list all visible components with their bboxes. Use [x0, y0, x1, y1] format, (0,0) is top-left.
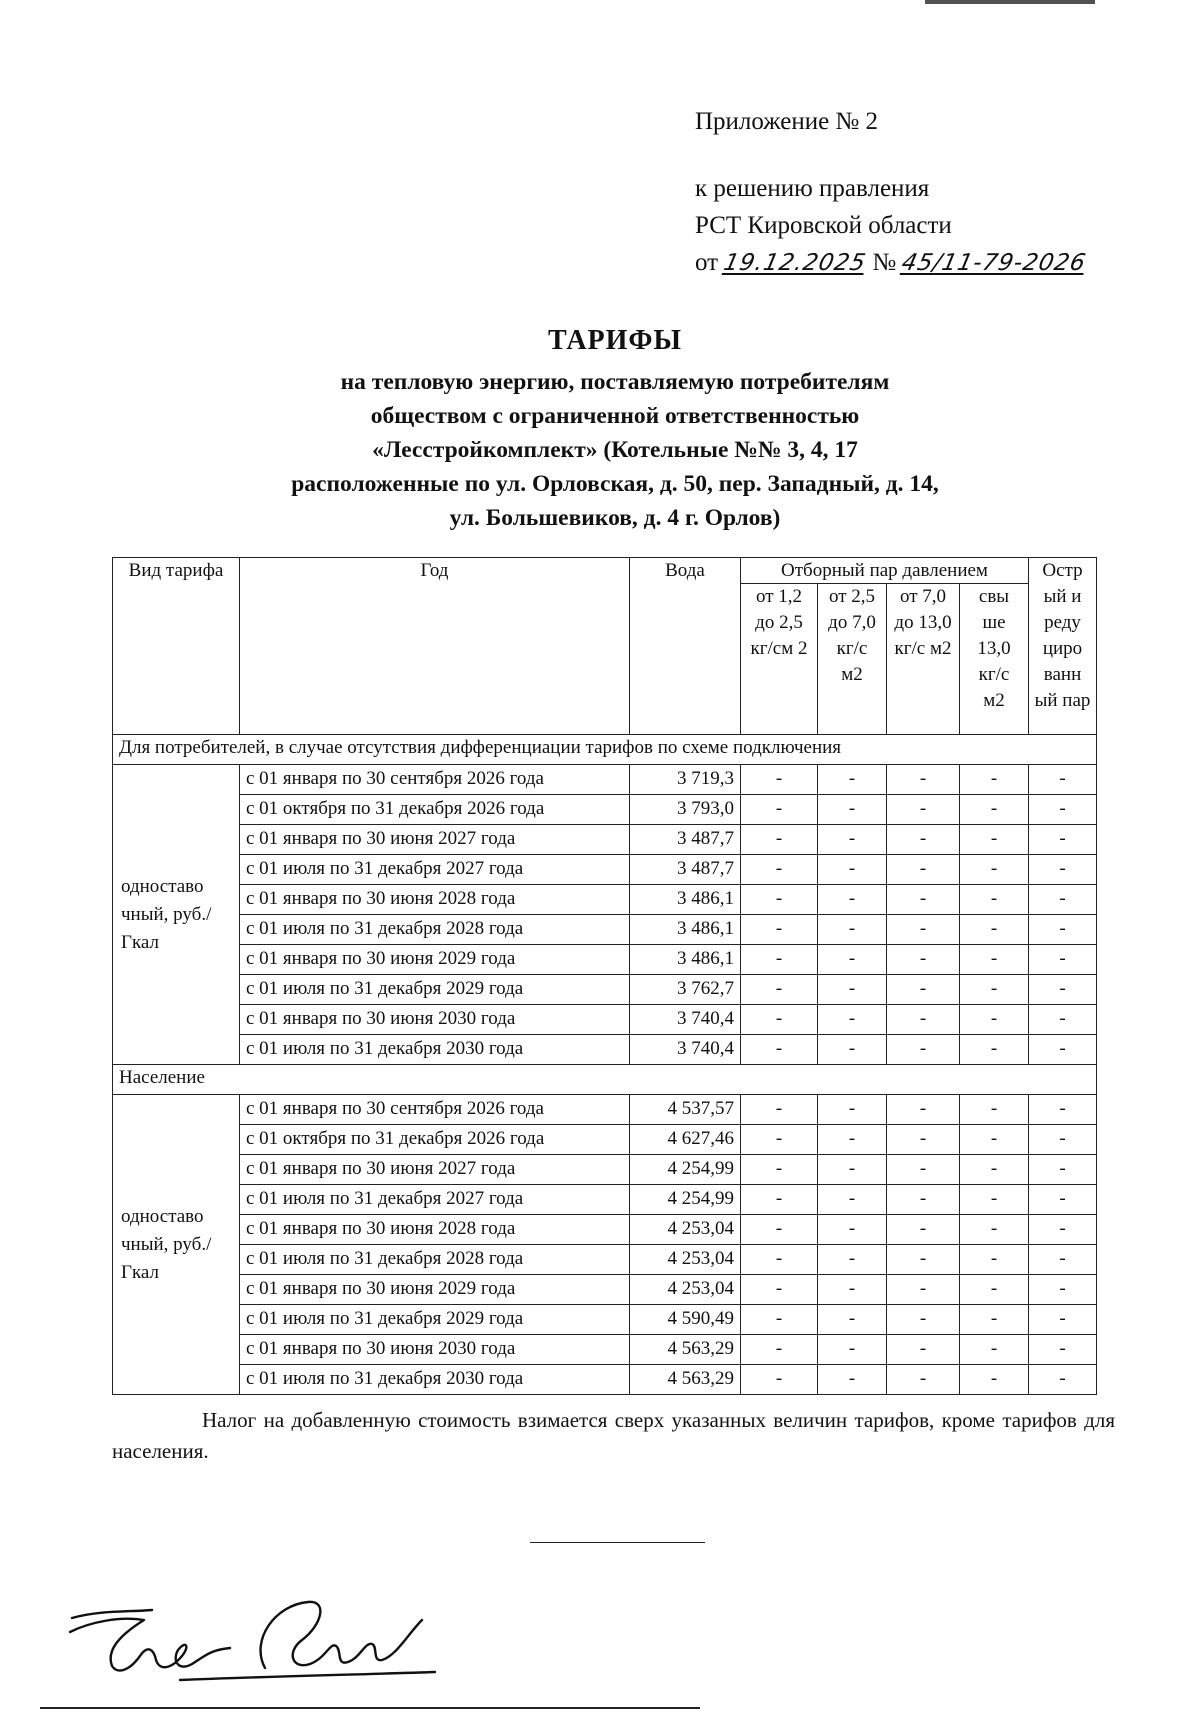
empty-value-cell: -	[960, 1005, 1029, 1035]
document-title: ТАРИФЫ	[548, 325, 682, 356]
section-label: Население	[113, 1065, 1097, 1095]
empty-value-cell: -	[741, 1035, 818, 1065]
empty-value-cell: -	[818, 1155, 887, 1185]
table-row	[113, 1005, 1097, 1035]
empty-value-cell: -	[1029, 1275, 1097, 1305]
empty-value-cell: -	[818, 885, 887, 915]
empty-value-cell: -	[1029, 1215, 1097, 1245]
table-row	[113, 1365, 1097, 1395]
empty-value-cell: -	[818, 1035, 887, 1065]
table-row	[113, 1125, 1097, 1155]
empty-value-cell: -	[1029, 945, 1097, 975]
header-kind: Вид тарифа	[113, 558, 240, 735]
empty-value-cell: -	[887, 1185, 960, 1215]
empty-value-cell: -	[818, 1305, 887, 1335]
water-tariff-cell: 3 762,7	[630, 975, 741, 1005]
period-cell: с 01 июля по 31 декабря 2028 года	[240, 1245, 630, 1275]
empty-value-cell: -	[1029, 1125, 1097, 1155]
table-row	[113, 795, 1097, 825]
empty-value-cell: -	[960, 1305, 1029, 1335]
water-tariff-cell: 3 719,3	[630, 765, 741, 795]
table-row	[113, 885, 1097, 915]
empty-value-cell: -	[960, 1035, 1029, 1065]
section-row	[113, 735, 1097, 765]
table-row	[113, 975, 1097, 1005]
empty-value-cell: -	[887, 855, 960, 885]
water-tariff-cell: 3 487,7	[630, 855, 741, 885]
heading-line: расположенные по ул. Орловская, д. 50, пер. Западный, д. 14,	[291, 471, 939, 497]
empty-value-cell: -	[887, 1305, 960, 1335]
period-cell: с 01 января по 30 июня 2030 года	[240, 1005, 630, 1035]
empty-value-cell: -	[1029, 1245, 1097, 1275]
empty-value-cell: -	[818, 1335, 887, 1365]
water-tariff-cell: 4 254,99	[630, 1185, 741, 1215]
empty-value-cell: -	[887, 765, 960, 795]
annex-date-number-line	[695, 244, 1089, 282]
heading-line: «Лесстройкомплект» (Котельные №№ 3, 4, 17	[372, 437, 858, 463]
water-tariff-cell: 3 740,4	[630, 1005, 741, 1035]
table-row	[113, 1095, 1097, 1125]
empty-value-cell: -	[960, 975, 1029, 1005]
table-header-row	[113, 558, 1097, 584]
water-tariff-cell: 3 487,7	[630, 825, 741, 855]
empty-value-cell: -	[1029, 765, 1097, 795]
water-tariff-cell: 4 253,04	[630, 1215, 741, 1245]
empty-value-cell: -	[1029, 1155, 1097, 1185]
heading-line: на тепловую энергию, поставляемую потребителям	[340, 369, 890, 395]
period-cell: с 01 января по 30 июня 2028 года	[240, 885, 630, 915]
table-row	[113, 855, 1097, 885]
header-year: Год	[240, 558, 630, 735]
water-tariff-cell: 4 563,29	[630, 1365, 741, 1395]
empty-value-cell: -	[818, 825, 887, 855]
empty-value-cell: -	[960, 1185, 1029, 1215]
table-row	[113, 1035, 1097, 1065]
period-cell: с 01 января по 30 сентября 2026 года	[240, 765, 630, 795]
water-tariff-cell: 4 253,04	[630, 1245, 741, 1275]
empty-value-cell: -	[960, 765, 1029, 795]
empty-value-cell: -	[741, 1365, 818, 1395]
empty-value-cell: -	[1029, 975, 1097, 1005]
period-cell: с 01 июля по 31 декабря 2030 года	[240, 1365, 630, 1395]
empty-value-cell: -	[741, 885, 818, 915]
empty-value-cell: -	[741, 975, 818, 1005]
table-row	[113, 1245, 1097, 1275]
annex-block	[695, 103, 1089, 282]
empty-value-cell: -	[1029, 1005, 1097, 1035]
empty-value-cell: -	[818, 1365, 887, 1395]
heading-line: обществом с ограниченной ответственностью	[370, 403, 860, 429]
empty-value-cell: -	[960, 825, 1029, 855]
table-row	[113, 945, 1097, 975]
empty-value-cell: -	[1029, 1305, 1097, 1335]
empty-value-cell: -	[887, 1125, 960, 1155]
table-row	[113, 1185, 1097, 1215]
table-row	[113, 1335, 1097, 1365]
period-cell: с 01 января по 30 июня 2029 года	[240, 945, 630, 975]
empty-value-cell: -	[741, 1095, 818, 1125]
empty-value-cell: -	[741, 795, 818, 825]
water-tariff-cell: 3 486,1	[630, 945, 741, 975]
header-steam: Отборный пар давлением	[741, 558, 1029, 584]
water-tariff-cell: 4 253,04	[630, 1275, 741, 1305]
empty-value-cell: -	[741, 825, 818, 855]
empty-value-cell: -	[741, 1005, 818, 1035]
empty-value-cell: -	[1029, 825, 1097, 855]
empty-value-cell: -	[818, 1245, 887, 1275]
tariff-kind-cell: одноставо чный, руб./Гкал	[113, 765, 240, 1065]
vat-footnote: Налог на добавленную стоимость взимается сверх указанных величин тарифов, кроме тарифов для населения.	[112, 1408, 1115, 1463]
empty-value-cell: -	[960, 945, 1029, 975]
empty-value-cell: -	[960, 1125, 1029, 1155]
annex-number-label: №	[872, 249, 897, 276]
table-row	[113, 825, 1097, 855]
empty-value-cell: -	[741, 945, 818, 975]
empty-value-cell: -	[887, 1095, 960, 1125]
header-water: Вода	[630, 558, 741, 735]
empty-value-cell: -	[741, 1185, 818, 1215]
period-cell: с 01 января по 30 июня 2029 года	[240, 1275, 630, 1305]
empty-value-cell: -	[818, 945, 887, 975]
empty-value-cell: -	[741, 1335, 818, 1365]
period-cell: с 01 октября по 31 декабря 2026 года	[240, 1125, 630, 1155]
water-tariff-cell: 3 740,4	[630, 1035, 741, 1065]
empty-value-cell: -	[887, 795, 960, 825]
tariffs-body	[113, 735, 1097, 1395]
empty-value-cell: -	[741, 765, 818, 795]
empty-value-cell: -	[887, 975, 960, 1005]
empty-value-cell: -	[960, 885, 1029, 915]
water-tariff-cell: 3 486,1	[630, 885, 741, 915]
header-steam-7-0-13-0: от 7,0 до 13,0 кг/с м2	[887, 584, 960, 735]
header-steam-over-13-0: свы ше 13,0 кг/с м2	[960, 584, 1029, 735]
empty-value-cell: -	[818, 1095, 887, 1125]
empty-value-cell: -	[887, 1275, 960, 1305]
empty-value-cell: -	[1029, 915, 1097, 945]
period-cell: с 01 июля по 31 декабря 2029 года	[240, 975, 630, 1005]
water-tariff-cell: 4 590,49	[630, 1305, 741, 1335]
period-cell: с 01 октября по 31 декабря 2026 года	[240, 795, 630, 825]
empty-value-cell: -	[1029, 1335, 1097, 1365]
scan-artifact	[925, 0, 1095, 4]
empty-value-cell: -	[887, 1365, 960, 1395]
empty-value-cell: -	[1029, 795, 1097, 825]
empty-value-cell: -	[960, 1275, 1029, 1305]
period-cell: с 01 января по 30 июня 2028 года	[240, 1215, 630, 1245]
empty-value-cell: -	[741, 1155, 818, 1185]
empty-value-cell: -	[741, 1215, 818, 1245]
table-row	[113, 1215, 1097, 1245]
tariffs-table	[112, 557, 1097, 1395]
empty-value-cell: -	[818, 1185, 887, 1215]
empty-value-cell: -	[818, 1005, 887, 1035]
empty-value-cell: -	[887, 1155, 960, 1185]
annex-title: Приложение № 2	[695, 108, 879, 135]
period-cell: с 01 января по 30 июня 2027 года	[240, 1155, 630, 1185]
empty-value-cell: -	[1029, 885, 1097, 915]
empty-value-cell: -	[741, 915, 818, 945]
water-tariff-cell: 4 627,46	[630, 1125, 741, 1155]
empty-value-cell: -	[887, 885, 960, 915]
empty-value-cell: -	[741, 855, 818, 885]
empty-value-cell: -	[887, 1035, 960, 1065]
empty-value-cell: -	[887, 915, 960, 945]
empty-value-cell: -	[818, 855, 887, 885]
empty-value-cell: -	[1029, 1095, 1097, 1125]
empty-value-cell: -	[818, 915, 887, 945]
period-cell: с 01 января по 30 июня 2027 года	[240, 825, 630, 855]
empty-value-cell: -	[960, 795, 1029, 825]
period-cell: с 01 июля по 31 декабря 2030 года	[240, 1035, 630, 1065]
empty-value-cell: -	[960, 1335, 1029, 1365]
water-tariff-cell: 4 563,29	[630, 1335, 741, 1365]
table-row	[113, 1305, 1097, 1335]
table-row	[113, 1155, 1097, 1185]
empty-value-cell: -	[818, 1275, 887, 1305]
empty-value-cell: -	[818, 795, 887, 825]
annex-from-label: от	[695, 249, 719, 276]
period-cell: с 01 июля по 31 декабря 2028 года	[240, 915, 630, 945]
bottom-rule	[40, 1707, 700, 1709]
period-cell: с 01 июля по 31 декабря 2027 года	[240, 855, 630, 885]
period-cell: с 01 января по 30 сентября 2026 года	[240, 1095, 630, 1125]
empty-value-cell: -	[741, 1245, 818, 1275]
table-row	[113, 915, 1097, 945]
annex-decision-line: к решению правления	[695, 175, 930, 202]
empty-value-cell: -	[960, 855, 1029, 885]
empty-value-cell: -	[741, 1275, 818, 1305]
annex-authority-line: РСТ Кировской области	[695, 212, 952, 239]
table-row	[113, 1275, 1097, 1305]
period-cell: с 01 июля по 31 декабря 2027 года	[240, 1185, 630, 1215]
empty-value-cell: -	[887, 825, 960, 855]
empty-value-cell: -	[818, 1215, 887, 1245]
empty-value-cell: -	[960, 1095, 1029, 1125]
end-rule	[530, 1542, 705, 1543]
empty-value-cell: -	[1029, 1185, 1097, 1215]
header-steam-2-5-7-0: от 2,5 до 7,0 кг/с м2	[818, 584, 887, 735]
table-row	[113, 765, 1097, 795]
empty-value-cell: -	[960, 1155, 1029, 1185]
empty-value-cell: -	[960, 1245, 1029, 1275]
empty-value-cell: -	[818, 975, 887, 1005]
water-tariff-cell: 4 254,99	[630, 1155, 741, 1185]
water-tariff-cell: 3 793,0	[630, 795, 741, 825]
period-cell: с 01 января по 30 июня 2030 года	[240, 1335, 630, 1365]
empty-value-cell: -	[1029, 1365, 1097, 1395]
empty-value-cell: -	[960, 915, 1029, 945]
period-cell: с 01 июля по 31 декабря 2029 года	[240, 1305, 630, 1335]
water-tariff-cell: 3 486,1	[630, 915, 741, 945]
empty-value-cell: -	[887, 1215, 960, 1245]
empty-value-cell: -	[741, 1305, 818, 1335]
document-heading	[110, 325, 1120, 535]
empty-value-cell: -	[960, 1365, 1029, 1395]
header-steam-1-2-2-5: от 1,2 до 2,5 кг/см 2	[741, 584, 818, 735]
header-sharp-steam: Остр ый и реду циро ванн ый пар	[1029, 558, 1097, 735]
empty-value-cell: -	[887, 1335, 960, 1365]
section-row	[113, 1065, 1097, 1095]
empty-value-cell: -	[818, 765, 887, 795]
tariff-kind-cell: одноставо чный, руб./Гкал	[113, 1095, 240, 1395]
empty-value-cell: -	[1029, 855, 1097, 885]
empty-value-cell: -	[741, 1125, 818, 1155]
empty-value-cell: -	[887, 945, 960, 975]
annex-number: 45/11-79-2026	[899, 250, 1089, 276]
empty-value-cell: -	[1029, 1035, 1097, 1065]
empty-value-cell: -	[960, 1215, 1029, 1245]
annex-date: 19.12.2025	[721, 250, 869, 276]
empty-value-cell: -	[887, 1005, 960, 1035]
section-label: Для потребителей, в случае отсутствия дифференциации тарифов по схеме подключения	[113, 735, 1097, 765]
heading-line: ул. Большевиков, д. 4 г. Орлов)	[449, 505, 781, 531]
empty-value-cell: -	[818, 1125, 887, 1155]
water-tariff-cell: 4 537,57	[630, 1095, 741, 1125]
handwritten-signature	[60, 1580, 440, 1685]
empty-value-cell: -	[887, 1245, 960, 1275]
